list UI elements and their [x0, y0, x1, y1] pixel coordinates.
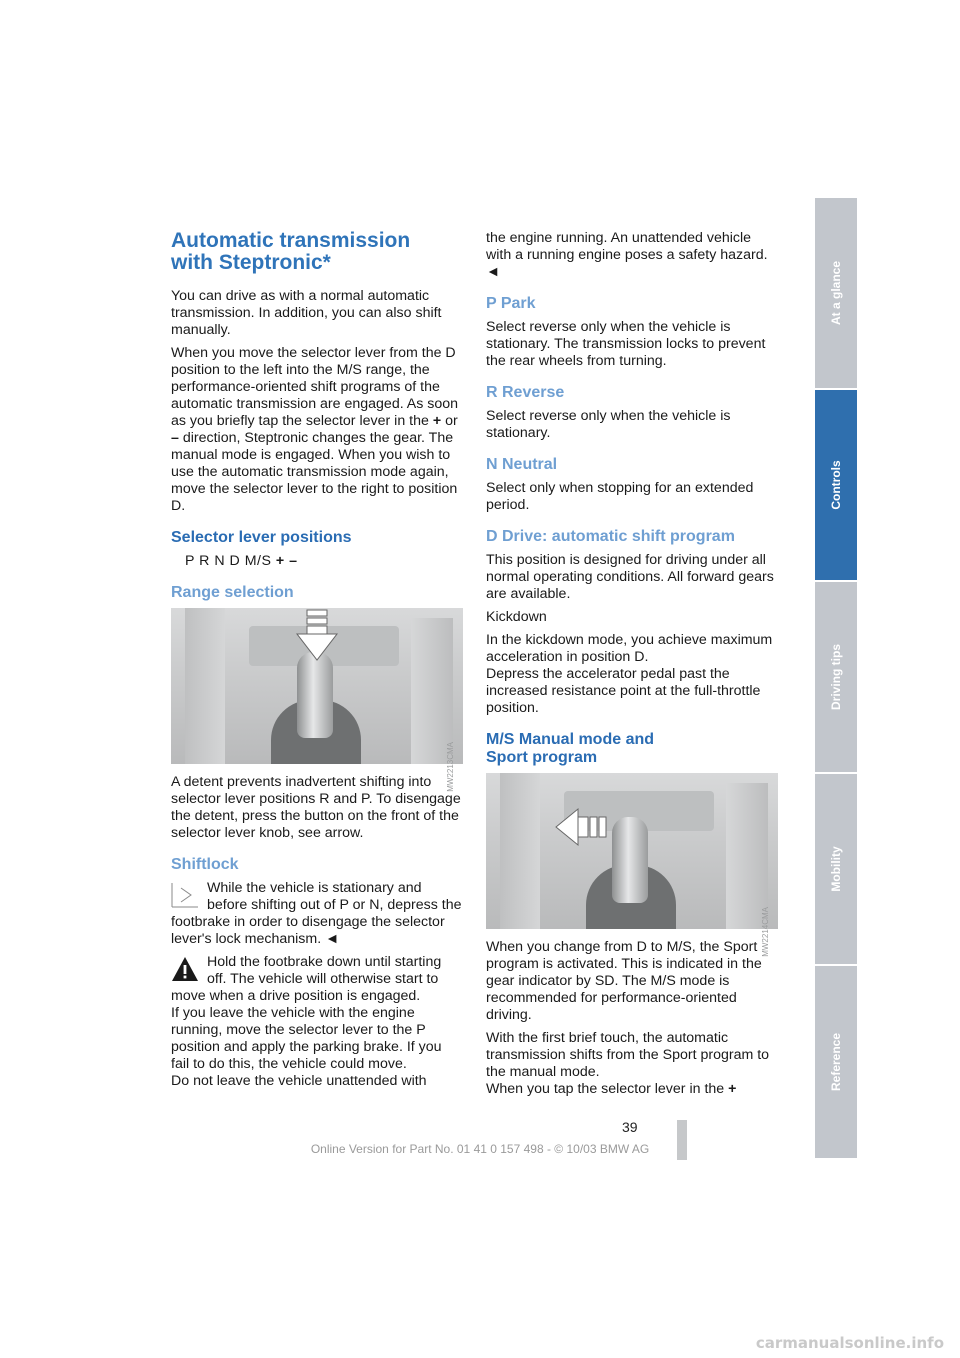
warning-cont-1: If you leave the vehicle with the engine running, move the selector lever to the P position and apply the parking brake. If you fail to do this, the vehicle could move.	[171, 1005, 442, 1072]
range-selection-heading: Range selection	[171, 584, 294, 601]
page-number: 39	[622, 1119, 638, 1135]
touch-text-1: With the first brief touch, the automatic transmission shifts from the Sport program to the manual mode.	[486, 1030, 770, 1080]
shiftlock-note	[171, 880, 463, 948]
tab-at-a-glance-label: At a glance	[829, 260, 843, 326]
watermark: carmanualsonline.info	[755, 1334, 944, 1352]
warning-cont-2: Do not leave the vehicle unattended with	[171, 1073, 427, 1089]
note-icon	[171, 882, 199, 908]
continued-text: the engine running. An unattended vehicle with a running engine poses a safety hazard.	[486, 230, 768, 263]
steptronic-text-a: When you move the selector lever from the D position to the left into the M/S range, the performance-oriented shift programs of the automatic transmission are engaged. As soon as you briefly tap the selector lever in the	[171, 345, 459, 429]
photo-selector-knob	[612, 817, 648, 903]
tab-mobility[interactable]	[815, 774, 857, 966]
manual-mode-photo	[486, 773, 778, 957]
steptronic-paragraph	[171, 345, 463, 515]
tab-controls-label: Controls	[829, 460, 843, 510]
positions-text: P R N D M/S	[185, 553, 272, 569]
tab-reference[interactable]	[815, 966, 857, 1160]
neutral-heading: N Neutral	[486, 456, 558, 473]
photo-panel-left	[185, 608, 225, 764]
reverse-heading: R Reverse	[486, 384, 565, 401]
kickdown-text-1: In the kickdown mode, you achieve maximum acceleration in position D.	[486, 632, 773, 665]
intro-paragraph: You can drive as with a normal automatic transmission. In addition, you can also shift manually.	[171, 288, 442, 338]
neutral-paragraph: Select only when stopping for an extended period.	[486, 480, 754, 513]
warning-note	[171, 954, 463, 1090]
touch-text-2: When you tap the selector lever in the	[486, 1081, 725, 1097]
end-mark: ◄	[325, 931, 340, 947]
selector-positions-heading: Selector lever positions	[171, 529, 352, 546]
shiftlock-note-text: While the vehicle is stationary and before shifting out of P or N, depress the footbrake in order to disengage the selector lever's lock mechanism.	[171, 880, 462, 947]
continued-paragraph	[486, 230, 778, 281]
ms-heading-line-1: M/S Manual mode and	[486, 731, 655, 748]
drive-paragraph: This position is designed for driving under all normal operating conditions. All forward gears are available.	[486, 552, 774, 602]
drive-heading: D Drive: automatic shift program	[486, 528, 735, 545]
footer-text: Online Version for Part No. 01 41 0 157 498 - © 10/03 BMW AG	[310, 1142, 650, 1156]
steptronic-text-b: direction, Steptronic changes the gear. The manual mode is engaged. When you wish to use the automatic transmission mode again, move the selector lever to the right to position D.	[171, 430, 458, 514]
warning-note-text: Hold the footbrake down until starting off. The vehicle will otherwise start to move when a drive position is engaged.	[171, 954, 442, 1004]
tab-driving-tips-label: Driving tips	[829, 643, 843, 711]
title-line-2: with Steptronic*	[171, 251, 331, 274]
ms-heading	[486, 731, 778, 767]
photo-code: MW2214CMA	[761, 907, 770, 957]
or-text: or	[445, 413, 458, 429]
tab-reference-label: Reference	[829, 1032, 843, 1092]
title-line-1: Automatic transmission	[171, 229, 411, 252]
kickdown-label: Kickdown	[486, 609, 547, 625]
ms-heading-line-2: Sport program	[486, 749, 598, 766]
reverse-paragraph: Select reverse only when the vehicle is stationary.	[486, 408, 731, 441]
shiftlock-heading: Shiftlock	[171, 856, 239, 873]
tab-driving-tips[interactable]	[815, 582, 857, 774]
kickdown-paragraph	[486, 632, 778, 717]
positions-minus: –	[289, 553, 298, 569]
park-paragraph: Select reverse only when the vehicle is stationary. The transmission locks to prevent the rear wheels from turning.	[486, 319, 766, 369]
range-selection-photo	[171, 608, 463, 792]
park-heading: P Park	[486, 295, 536, 312]
positions-line	[171, 553, 463, 570]
photo-panel-left	[500, 773, 540, 929]
right-column	[486, 230, 778, 1104]
tab-at-a-glance[interactable]	[815, 198, 857, 390]
warning-icon	[171, 956, 199, 982]
section-title	[171, 230, 463, 274]
kickdown-text-2: Depress the accelerator pedal past the increased resistance point at the full-throttle position.	[486, 666, 761, 716]
photo-code: MW2213CMA	[446, 742, 455, 792]
tab-mobility-label: Mobility	[829, 846, 843, 892]
arrow-left-icon	[554, 807, 614, 847]
arrow-down-icon	[295, 610, 339, 662]
photo-selector-knob	[297, 652, 333, 738]
minus-symbol: –	[171, 430, 179, 446]
positions-plus: +	[275, 553, 285, 569]
detent-paragraph: A detent prevents inadvertent shifting into selector lever positions R and P. To disengage the detent, press the button on the front of the selector lever knob, see arrow.	[171, 774, 461, 841]
end-mark: ◄	[486, 264, 501, 280]
touch-plus: +	[728, 1081, 737, 1097]
tab-controls[interactable]	[815, 390, 857, 582]
left-column	[171, 230, 463, 1096]
touch-paragraph	[486, 1030, 778, 1098]
ms-paragraph: When you change from D to M/S, the Sport program is activated. This is indicated in the gear indicator by SD. The M/S mode is recommended for performance-oriented driving.	[486, 939, 762, 1023]
plus-symbol: +	[432, 413, 442, 429]
